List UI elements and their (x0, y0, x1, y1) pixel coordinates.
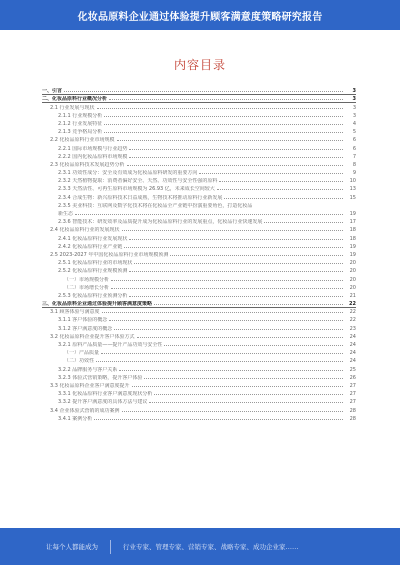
toc-page-number: 27 (349, 399, 356, 406)
toc-entry[interactable] (42, 152, 356, 160)
toc-leader-dots (75, 214, 343, 215)
toc-entry-text: 2.1.3 竞争格局分析 (58, 129, 103, 136)
toc-leader-dots (154, 394, 343, 395)
toc-leader-dots (109, 99, 343, 100)
toc-page-number: 24 (349, 358, 356, 365)
toc-page-number: 25 (349, 366, 356, 373)
toc-leader-dots (219, 181, 343, 182)
toc-entry-text: 2.4.1 化妆品原料行业发展现状 (58, 235, 128, 242)
toc-page-number: 18 (349, 227, 356, 234)
toc-entry-text: 3.2 化妆品原料企业提升客户体验方式 (50, 333, 135, 340)
toc-entry[interactable] (42, 225, 356, 233)
toc-page-number: 23 (349, 325, 356, 332)
toc-page-number: 27 (349, 382, 356, 389)
toc-leader-dots (132, 386, 343, 387)
toc-entry[interactable] (42, 389, 356, 397)
footer-banner (0, 528, 400, 565)
toc-entry-text: 2.1.2 行业发展特征 (58, 120, 103, 127)
toc-page-number: 26 (349, 374, 356, 381)
toc-leader-dots (224, 198, 343, 199)
toc-entry-text: 3.1 顾客体验与满意度 (50, 309, 100, 316)
toc-page-number: 24 (349, 350, 356, 357)
toc-entry[interactable] (42, 340, 356, 348)
toc-leader-dots (129, 296, 343, 297)
toc-leader-dots (119, 370, 343, 371)
toc-leader-dots (94, 419, 343, 420)
toc-entry[interactable] (42, 94, 356, 102)
toc-page-number: 20 (349, 284, 356, 291)
toc-leader-dots (129, 149, 343, 150)
toc-entry[interactable] (42, 307, 356, 315)
toc-entry[interactable] (42, 315, 356, 323)
toc-entry-text: 3.2.2 品牌服务与客户关系 (58, 366, 118, 373)
toc-page-number: 6 (352, 137, 356, 144)
toc-entry[interactable] (42, 414, 356, 422)
toc-leader-dots (129, 157, 343, 158)
toc-page-number: 6 (352, 145, 356, 152)
toc-entry[interactable] (42, 184, 356, 192)
toc-entry-text: 3.3 化妆品原料企业客户满意度提升 (50, 382, 130, 389)
toc-entry[interactable] (42, 143, 356, 151)
toc-entry[interactable] (42, 86, 356, 94)
toc-entry[interactable] (42, 373, 356, 381)
toc-page-number: 28 (349, 415, 356, 422)
toc-page-number: 15 (349, 194, 356, 201)
toc-entry[interactable] (42, 127, 356, 135)
toc-leader-dots (122, 411, 343, 412)
toc-page-number: 3 (352, 112, 356, 119)
toc-entry-text: 2.2.1 国际市场规模与行业趋势 (58, 145, 128, 152)
toc-entry-text: 2.4.2 化妆品原料行业产业链 (58, 243, 123, 250)
toc-entry-text: 二、化妆品原料行业概况分析 (42, 96, 108, 103)
toc-entry[interactable] (42, 168, 356, 176)
toc-entry-text: 2.2 化妆品原料行业市场规模 (50, 137, 115, 144)
toc-page-number: 24 (349, 342, 356, 348)
toc-entry[interactable] (42, 119, 356, 127)
toc-leader-dots (104, 132, 343, 133)
toc-leader-dots (104, 124, 343, 125)
toc-leader-dots (129, 239, 343, 240)
toc-entry[interactable] (42, 356, 356, 364)
toc-page-number: 27 (349, 391, 356, 398)
toc-entry-text: 2.1.1 行业规模分析 (58, 112, 103, 119)
toc-page-number: 18 (349, 235, 356, 242)
toc-page-number: 20 (349, 276, 356, 283)
toc-page-number: 24 (349, 333, 356, 340)
toc-leader-dots (149, 402, 343, 403)
toc-entry[interactable] (42, 242, 356, 250)
toc-entry[interactable] (42, 364, 356, 372)
toc-entry-text: 2.4 化妆品原料行业的发展现状 (50, 227, 120, 234)
toc-leader-dots (134, 263, 343, 264)
toc-leader-dots (101, 353, 343, 354)
toc-entry[interactable] (42, 176, 356, 184)
toc-entry[interactable] (42, 258, 356, 266)
toc-entry-text: 2.2.2 国内化妆品原料市场规模 (58, 153, 128, 160)
toc-entry[interactable] (42, 323, 356, 331)
toc-entry-text: 2.1 行业发展与现状 (50, 104, 95, 111)
toc-page-number: 8 (352, 161, 356, 168)
toc-leader-dots (154, 304, 343, 305)
toc-entry[interactable] (42, 160, 356, 168)
footer-slogan: 行业专家、管理专家、营销专家、战略专家、成功企业家…… (123, 543, 299, 551)
toc-entry[interactable] (42, 348, 356, 356)
toc-entry-text: 3.4.1 案例分析 (58, 415, 93, 422)
toc-entry-text: 3.1.1 客户体验的概念 (58, 317, 108, 324)
toc-leader-dots (164, 345, 343, 346)
toc-entry-text: 2.3.4 合成生物：新兴原料技术日益成熟，生物技术将推动原料行业新发展 (58, 194, 223, 201)
toc-leader-dots (264, 222, 343, 223)
toc-leader-dots (129, 271, 343, 272)
toc-leader-dots (109, 320, 343, 321)
document-title: 化妆品原料企业通过体验提升顾客满意度策略研究报告 (77, 11, 323, 23)
toc-leader-dots (104, 116, 343, 117)
toc-page-number: 10 (349, 178, 356, 185)
toc-entry-text: （二）市场增长分析 (64, 284, 110, 291)
toc-leader-dots (102, 312, 343, 313)
footer-divider (110, 540, 111, 554)
toc-page-number: 9 (352, 170, 356, 177)
toc-page-number: 21 (349, 292, 356, 299)
toc-leader-dots (117, 140, 343, 141)
toc-entry[interactable] (42, 201, 356, 209)
toc-leader-dots (111, 288, 343, 289)
toc-leader-dots (64, 91, 343, 92)
toc-entry[interactable] (42, 135, 356, 143)
toc-entry[interactable] (42, 111, 356, 119)
toc-entry-text: 3.3.1 化妆品原料行业客户满意度现状分析 (58, 391, 153, 398)
toc-leader-dots (137, 337, 343, 338)
toc-entry-text: 2.3.6 智能技术：研发效率及品质提升成为化妆品原料行业的发展重点，化妆品行业快速发展 (58, 219, 263, 226)
toc-leader-dots (127, 165, 343, 166)
toc-entry[interactable] (42, 250, 356, 258)
toc-entry[interactable] (42, 209, 356, 217)
toc-entry[interactable] (42, 332, 356, 340)
toc-entry[interactable] (42, 381, 356, 389)
toc-page (0, 30, 400, 528)
toc-entry-text: （一）产品质量 (64, 350, 100, 357)
toc-entry[interactable] (42, 299, 356, 307)
toc-entry[interactable] (42, 274, 356, 282)
toc-page-number: 3 (352, 88, 356, 95)
toc-leader-dots (96, 361, 343, 362)
toc-entry-text: 2.3.5 美业科技：互联网及数字化技术将在化妆品全产业链中扮演重要角色，打造化妆品 (58, 202, 253, 209)
toc-leader-dots (124, 247, 343, 248)
toc-leader-dots (144, 378, 343, 379)
toc-leader-dots (122, 230, 343, 231)
toc-entry-text: （二）功效性 (64, 358, 95, 365)
toc-page-number: 22 (349, 317, 356, 324)
toc-page-number: 20 (349, 260, 356, 267)
toc-entry-text: 2.5.1 化妆品原料行业的市场现状 (58, 260, 133, 267)
document-header (0, 0, 400, 30)
toc-page-number: 17 (349, 219, 356, 226)
toc-leader-dots (199, 173, 343, 174)
toc-page-number: 7 (352, 153, 356, 160)
toc-entry-text: 2.3.2 天然植物提取：消费者偏好安全、天然、功效性与安全性强的原料 (58, 178, 218, 185)
toc-entry-text: 2.5 2023-2027 年中国化妆品原料行业市场规模预测 (50, 251, 169, 258)
toc-page-number: 22 (349, 309, 356, 316)
toc-entry-text: 3.1.2 客户满意度的概念 (58, 325, 113, 332)
toc-leader-dots (217, 189, 343, 190)
toc-entry-text: 2.3.1 功效性成分：安全及有效成为化妆品原料研发的重要方向 (58, 170, 198, 177)
toc-page-number: 19 (349, 243, 356, 250)
toc-page-number: 22 (349, 301, 356, 308)
toc-entry[interactable] (42, 283, 356, 291)
toc-page-number: 20 (349, 268, 356, 275)
toc-page-number: 4 (352, 120, 356, 127)
toc-entry-text: 一、引言 (42, 88, 63, 95)
toc-entry-text: （一）市场规模分析 (64, 276, 110, 283)
toc-entry[interactable] (42, 233, 356, 241)
toc-leader-dots (97, 108, 343, 109)
toc-entry-text: 新生态 (58, 211, 74, 217)
toc-page-number: 28 (349, 407, 356, 414)
toc-list (42, 86, 356, 422)
toc-page-number: 19 (349, 211, 356, 217)
toc-leader-dots (170, 255, 343, 256)
toc-entry-text: 3.2.3 体验式营销策略，提升客户体验 (58, 374, 143, 381)
toc-entry[interactable] (42, 102, 356, 110)
toc-entry-text: 3.4 企业体验式营销的成功案例 (50, 407, 120, 414)
toc-entry-text: 2.3.3 天然活性、可再生原料市场规模为 26.93 亿，未来成长空间较大 (58, 186, 215, 193)
toc-page-number: 13 (349, 186, 356, 193)
toc-page-number: 3 (352, 96, 356, 103)
toc-leader-dots (111, 280, 343, 281)
toc-entry-text: 3.3.2 提升客户满意度的具体方法与建议 (58, 399, 148, 406)
toc-entry[interactable] (42, 217, 356, 225)
toc-entry[interactable] (42, 192, 356, 200)
toc-entry-text: 2.5.2 化妆品原料行业规模预测 (58, 268, 128, 275)
toc-page-number: 5 (352, 129, 356, 136)
toc-entry-text: 三、化妆品原料企业通过体验提升顾客满意度策略 (42, 301, 153, 308)
toc-leader-dots (114, 329, 343, 330)
toc-page-number: 3 (352, 104, 356, 111)
toc-title: 内容目录 (173, 58, 226, 72)
toc-entry-text: 2.5.3 化妆品原料行业预测分析 (58, 292, 128, 299)
toc-entry[interactable] (42, 405, 356, 413)
toc-entry[interactable] (42, 266, 356, 274)
toc-entry-text: 3.2.1 原料产品质量——提升产品功效与安全性 (58, 342, 163, 348)
toc-entry[interactable] (42, 397, 356, 405)
toc-page-number: 19 (349, 251, 356, 258)
toc-entry[interactable] (42, 291, 356, 299)
footer-brand: 让每个人都能成为 (46, 543, 98, 551)
toc-entry-text: 2.3 化妆品原料技术发展趋势分析 (50, 161, 125, 168)
